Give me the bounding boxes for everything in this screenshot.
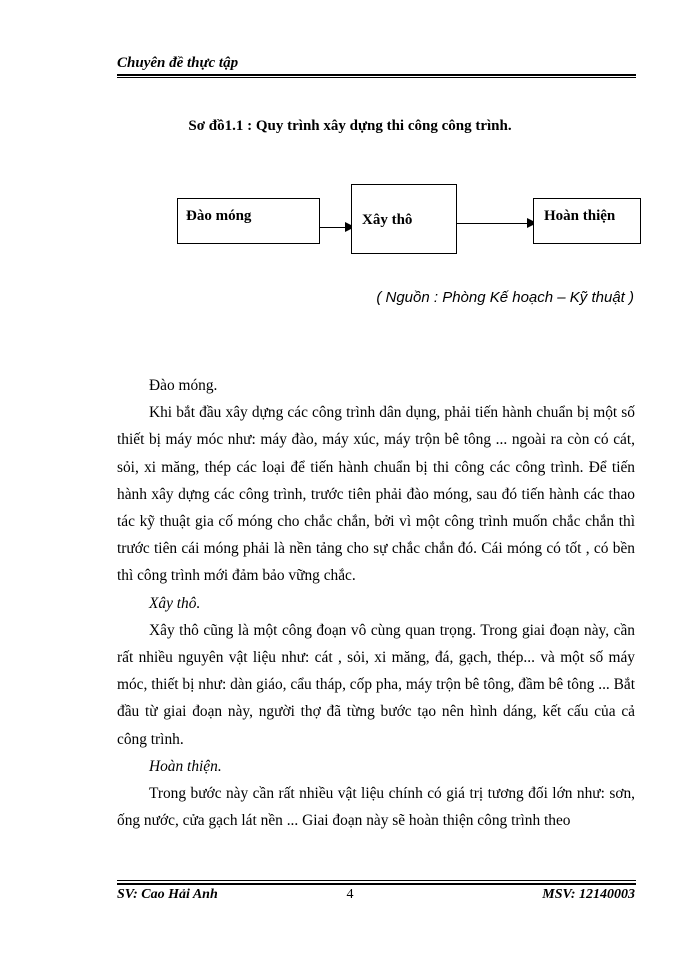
step-label: Đào móng (186, 208, 252, 224)
header-rule-thin (117, 77, 636, 78)
paragraph: Xây thô cũng là một công đoạn vô cùng quan trọng. Trong giai đoạn này, cần rất nhiều nguyên vật liệu như: cát , sỏi, xi măng, đá, gạch, thép... và một số máy móc, thiết bị như: dàn giáo, cẩu tháp, cốp pha, máy trộn bê tông, đầm bê tông ... Bắt đầu từ giai đoạn này, người thợ đã từng bước tạo nên hình dáng, kết cấu của cả công trình. (117, 621, 635, 748)
diagram-caption: Sơ đồ1.1 : Quy trình xây dựng thi công công trình. (188, 118, 512, 134)
step-label: Hoàn thiện (544, 208, 616, 224)
footer-student-id: MSV: 12140003 (542, 887, 635, 902)
paragraph-heading: Hoàn thiện. (149, 757, 222, 775)
footer-rule (117, 883, 636, 885)
arrow-2-line (457, 223, 533, 224)
step-box-xay-tho (351, 184, 457, 254)
step-box-dao-mong (177, 198, 320, 244)
step-box-hoan-thien (533, 198, 641, 244)
diagram-source: ( Nguồn : Phòng Kế hoạch – Kỹ thuật ) (376, 289, 634, 306)
paragraph: Khi bắt đầu xây dựng các công trình dân dụng, phải tiến hành chuẩn bị một số thiết bị máy móc như: máy đào, máy xúc, máy trộn bê tông ... ngoài ra còn có cát, sỏi, xi măng, thép các loại để tiến hành chuẩn bị thi công các công trình. Để tiến hành xây dựng các công trình, trước tiên phải đào móng, sau đó tiến hành các thao tác kỹ thuật gia cố móng cho chắc chắn, bởi vì một công trình muốn chắc chắn thì trước tiên cái móng phải là nền tảng cho sự chắc chắn đó. Cái móng có tốt , có bền thì công trình mới đảm bảo vững chắc. (117, 404, 635, 585)
header-rule (117, 74, 636, 76)
paragraph: Trong bước này cần rất nhiều vật liệu chính có giá trị tương đối lớn như: sơn, ống nước, cửa gạch lát nền ... Giai đoạn này sẽ hoàn thiện công trình theo (117, 785, 635, 830)
header-title: Chuyên đề thực tập (117, 55, 239, 71)
paragraph-heading: Xây thô. (149, 594, 201, 612)
footer-student: SV: Cao Hải Anh (117, 887, 218, 902)
page-number: 4 (346, 887, 354, 902)
paragraph: Đào móng. (149, 377, 218, 394)
body-text (117, 372, 635, 834)
step-label: Xây thô (362, 212, 413, 228)
footer-rule-thin (117, 880, 636, 881)
